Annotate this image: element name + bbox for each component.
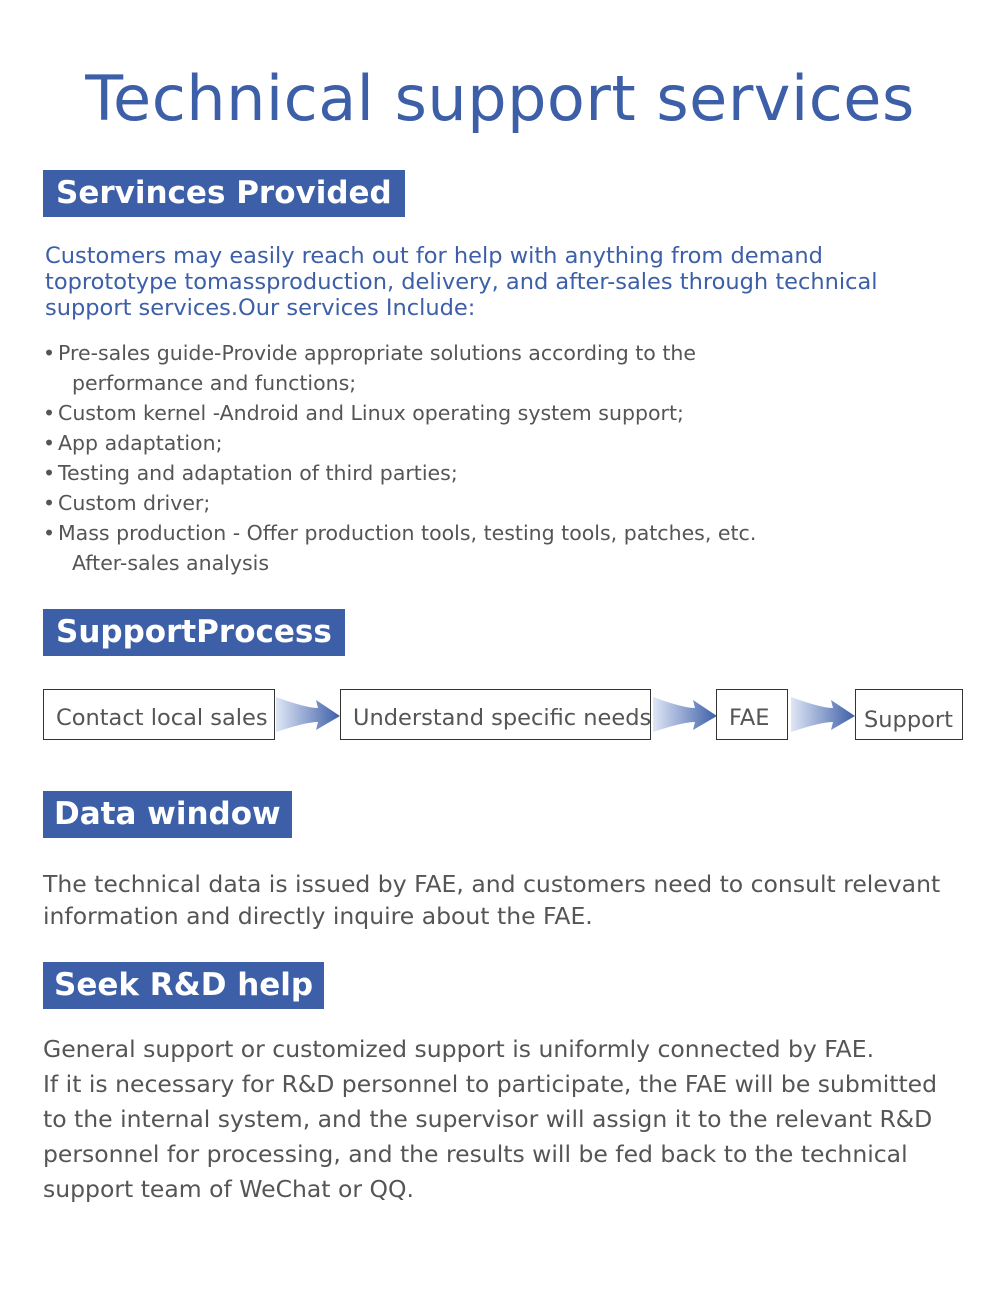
arrow-right-icon (276, 694, 340, 734)
list-item (43, 458, 943, 488)
list-item (43, 518, 943, 578)
process-step-contact-sales: Contact local sales (43, 689, 275, 740)
rd-help-text (43, 1032, 963, 1207)
list-item-text: Pre-sales guide-Provide appropriate solutions according to the (58, 341, 696, 365)
bullet-icon: • (43, 401, 56, 425)
bullet-icon: • (43, 431, 56, 455)
list-item-text: Testing and adaptation of third parties; (58, 461, 458, 485)
list-item (43, 338, 943, 398)
data-window-text: The technical data is issued by FAE, and customers need to consult relevant information and directly inquire about the FAE. (43, 870, 941, 930)
list-item (43, 488, 943, 518)
rd-help-line: If it is necessary for R&D personnel to participate, the FAE will be submitted to the internal system, and the supervisor will assign it to the relevant R&D personnel for processing, and the results will be fed back to the technical support team of WeChat or QQ. (43, 1070, 938, 1203)
process-step-understand-needs: Understand specific needs (340, 689, 651, 740)
services-heading: Servinces Provided (43, 170, 405, 217)
list-item-text-continued: After-sales analysis (72, 551, 270, 575)
arrow-right-icon (791, 694, 855, 734)
data-window-heading: Data window (43, 791, 292, 838)
list-item-text: Custom driver; (58, 491, 211, 515)
bullet-icon: • (43, 521, 56, 545)
services-intro: Customers may easily reach out for help with anything from demand toprototype tomassproduction, delivery, and after-sales through technical support services.Our services Include: (45, 243, 878, 321)
rd-help-line: General support or customized support is uniformly connected by FAE. (43, 1035, 875, 1063)
list-item-text: Mass production - Offer production tools, testing tools, patches, etc. (58, 521, 757, 545)
bullet-icon: • (43, 341, 56, 365)
list-item (43, 398, 943, 428)
list-item-text-continued: performance and functions; (72, 371, 357, 395)
list-item-text: App adaptation; (58, 431, 223, 455)
bullet-icon: • (43, 461, 56, 485)
list-item-text: Custom kernel -Android and Linux operating system support; (58, 401, 684, 425)
rd-help-heading: Seek R&D help (43, 962, 324, 1009)
process-step-fae: FAE (716, 689, 788, 740)
list-item (43, 428, 943, 458)
bullet-icon: • (43, 491, 56, 515)
services-list (43, 338, 943, 578)
process-step-support: Support (855, 689, 963, 740)
process-heading: SupportProcess (43, 609, 345, 656)
page-title: Technical support services (85, 62, 915, 135)
arrow-right-icon (653, 694, 717, 734)
